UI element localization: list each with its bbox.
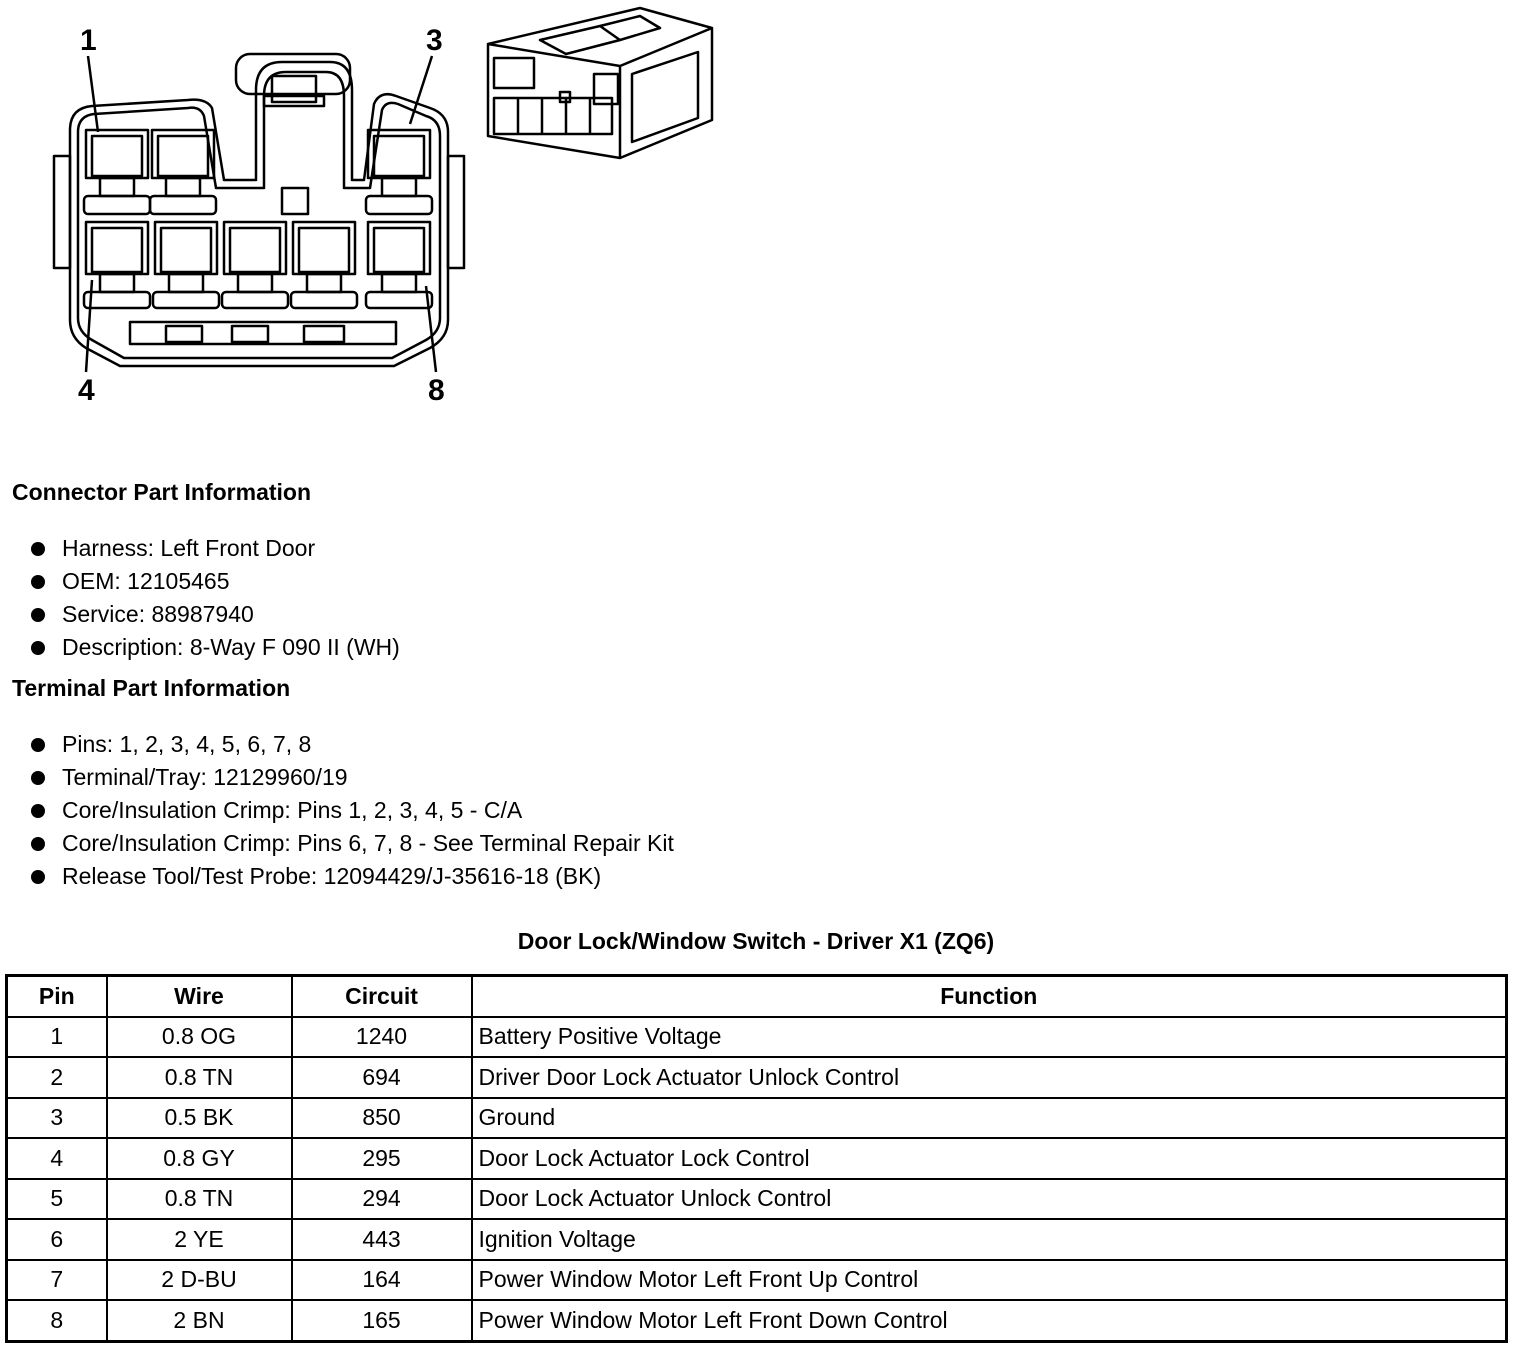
table-header-row [7, 976, 1507, 1017]
cell-wire: 2 YE [107, 1219, 292, 1260]
list-item [28, 598, 400, 631]
connector-perspective-view [488, 8, 712, 158]
cell-pin: 1 [7, 1017, 107, 1058]
list-item [28, 761, 674, 794]
cell-function: Ground [472, 1098, 1507, 1139]
cell-circuit: 694 [292, 1057, 472, 1098]
list-item-text: Service: 88987940 [62, 601, 254, 627]
connector-diagram [0, 0, 760, 420]
connector-part-info-list [28, 532, 400, 664]
list-item-text: Pins: 1, 2, 3, 4, 5, 6, 7, 8 [62, 731, 312, 757]
bullet-icon [31, 608, 45, 622]
bullet-icon [31, 771, 45, 785]
bullet-icon [31, 804, 45, 818]
list-item-text: OEM: 12105465 [62, 568, 230, 594]
cell-function: Ignition Voltage [472, 1219, 1507, 1260]
list-item-text: Release Tool/Test Probe: 12094429/J-35616-18 (BK) [62, 863, 602, 889]
cell-wire: 0.8 TN [107, 1179, 292, 1220]
connector-part-info-heading: Connector Part Information [12, 479, 312, 505]
list-item [28, 827, 674, 860]
cell-pin: 4 [7, 1138, 107, 1179]
cell-pin: 7 [7, 1260, 107, 1301]
list-item [28, 860, 674, 893]
list-item-text: Terminal/Tray: 12129960/19 [62, 764, 348, 790]
table-row [7, 1017, 1507, 1058]
list-item [28, 728, 674, 761]
cell-wire: 2 D-BU [107, 1260, 292, 1301]
cell-function: Driver Door Lock Actuator Unlock Control [472, 1057, 1507, 1098]
cell-function: Door Lock Actuator Unlock Control [472, 1179, 1507, 1220]
cell-wire: 0.8 TN [107, 1057, 292, 1098]
table-row [7, 1098, 1507, 1139]
pin-label-4: 4 [78, 374, 95, 407]
list-item [28, 631, 400, 664]
cell-pin: 5 [7, 1179, 107, 1220]
pin-label-8: 8 [428, 374, 445, 407]
cell-circuit: 1240 [292, 1017, 472, 1058]
list-item-text: Description: 8-Way F 090 II (WH) [62, 634, 400, 660]
pin-label-3: 3 [426, 24, 443, 57]
cell-function: Power Window Motor Left Front Up Control [472, 1260, 1507, 1301]
table-row [7, 1219, 1507, 1260]
bullet-icon [31, 641, 45, 655]
column-header-function: Function [472, 976, 1507, 1017]
table-row [7, 1260, 1507, 1301]
list-item [28, 532, 400, 565]
cell-wire: 0.5 BK [107, 1098, 292, 1139]
list-item-text: Harness: Left Front Door [62, 535, 316, 561]
cell-circuit: 295 [292, 1138, 472, 1179]
cell-wire: 0.8 OG [107, 1017, 292, 1058]
cell-circuit: 443 [292, 1219, 472, 1260]
bullet-icon [31, 738, 45, 752]
table-row [7, 1300, 1507, 1341]
bullet-icon [31, 542, 45, 556]
column-header-pin: Pin [7, 976, 107, 1017]
column-header-circuit: Circuit [292, 976, 472, 1017]
cell-pin: 3 [7, 1098, 107, 1139]
cell-pin: 8 [7, 1300, 107, 1341]
terminal-part-info-list [28, 728, 674, 893]
table-title: Door Lock/Window Switch - Driver X1 (ZQ6) [517, 928, 995, 954]
list-item [28, 565, 400, 598]
cell-wire: 0.8 GY [107, 1138, 292, 1179]
bullet-icon [31, 870, 45, 884]
cell-function: Door Lock Actuator Lock Control [472, 1138, 1507, 1179]
list-item [28, 794, 674, 827]
terminal-part-info-heading: Terminal Part Information [12, 675, 291, 701]
bullet-icon [31, 575, 45, 589]
cell-circuit: 294 [292, 1179, 472, 1220]
cell-pin: 2 [7, 1057, 107, 1098]
cell-circuit: 165 [292, 1300, 472, 1341]
cell-circuit: 850 [292, 1098, 472, 1139]
cell-wire: 2 BN [107, 1300, 292, 1341]
pinout-table [5, 974, 1508, 1343]
table-row [7, 1138, 1507, 1179]
pin-label-1: 1 [80, 24, 97, 57]
cell-circuit: 164 [292, 1260, 472, 1301]
cell-pin: 6 [7, 1219, 107, 1260]
column-header-wire: Wire [107, 976, 292, 1017]
list-item-text: Core/Insulation Crimp: Pins 6, 7, 8 - See Terminal Repair Kit [62, 830, 674, 856]
table-row [7, 1057, 1507, 1098]
cell-function: Battery Positive Voltage [472, 1017, 1507, 1058]
bullet-icon [31, 837, 45, 851]
list-item-text: Core/Insulation Crimp: Pins 1, 2, 3, 4, 5 - C/A [62, 797, 523, 823]
table-row [7, 1179, 1507, 1220]
cell-function: Power Window Motor Left Front Down Control [472, 1300, 1507, 1341]
